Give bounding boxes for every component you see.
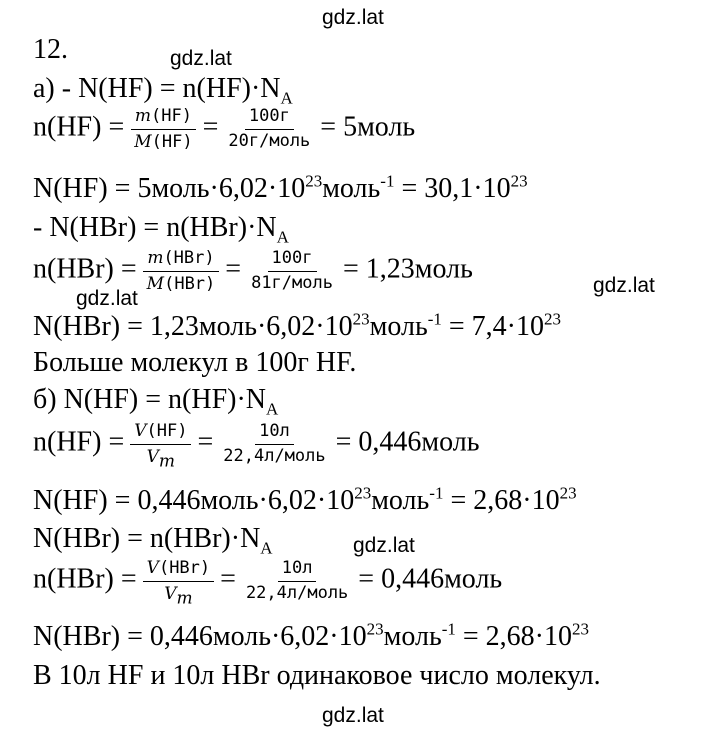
fraction-denominator: 20г/моль: [228, 130, 311, 151]
formula-text: моль: [369, 311, 428, 342]
argument: (HF): [146, 421, 188, 441]
equals: =: [202, 111, 219, 143]
symbol: V: [146, 446, 159, 467]
fraction-denominator: 22,4л/моль: [245, 582, 349, 603]
fraction: [219, 422, 329, 466]
fraction-numerator: [131, 106, 196, 130]
part-a-hf-molecules: [33, 171, 528, 204]
part-b-hbr-heading: [33, 523, 273, 558]
argument: (HBr): [164, 273, 216, 294]
fraction-denominator: 81г/моль: [251, 272, 333, 293]
superscript: -1: [429, 483, 444, 503]
superscript: -1: [380, 171, 395, 191]
fraction-numerator: [143, 248, 218, 272]
equals: =: [225, 253, 242, 285]
formula-result: = 5моль: [320, 111, 416, 143]
symbol: M: [134, 131, 152, 152]
watermark: gdz.lat: [322, 704, 384, 727]
symbol: M: [146, 273, 165, 294]
watermark: gdz.lat: [353, 534, 415, 557]
part-b-hbr-molecules: [33, 619, 590, 652]
part-a-heading: [33, 73, 293, 108]
subscript: A: [266, 399, 279, 419]
equals: =: [197, 426, 214, 458]
superscript: 23: [305, 171, 323, 191]
part-b-heading: [33, 384, 279, 419]
part-b-conclusion: В 10л HF и 10л HBr одинаковое число молекул.: [33, 660, 601, 691]
formula-text: N(HF) = 5моль·6,02·10: [33, 173, 306, 204]
argument: (HF): [151, 131, 193, 152]
subscript: A: [276, 227, 289, 247]
superscript: 23: [510, 171, 528, 191]
watermark: gdz.lat: [322, 6, 384, 29]
argument: (HF): [151, 106, 192, 126]
fraction-numerator: [130, 421, 191, 445]
symbol: V: [134, 421, 147, 441]
formula-text: б) N(HF) = n(HF)·N: [33, 384, 267, 415]
formula-text: = 30,1·10: [394, 173, 511, 204]
superscript: 23: [544, 309, 562, 329]
fraction-numerator: [143, 558, 214, 582]
formula-left: n(HF) =: [33, 111, 125, 143]
subscript: A: [260, 538, 273, 558]
fraction: [143, 558, 214, 608]
fraction-numerator: 100г: [268, 249, 317, 272]
formula-text: а) - N(HF) = n(HF)·N: [33, 73, 281, 104]
superscript: 23: [352, 309, 370, 329]
fraction-numerator: 10л: [278, 559, 317, 582]
formula-result: = 1,23моль: [342, 253, 473, 285]
part-b-hf-molecules: [33, 483, 577, 516]
part-a-conclusion: Больше молекул в 100г HF.: [33, 347, 357, 378]
formula-text: = 2,68·10: [455, 621, 573, 652]
superscript: 23: [354, 483, 372, 503]
superscript: -1: [427, 309, 442, 329]
formula-result: = 0,446моль: [335, 426, 480, 458]
watermark: gdz.lat: [76, 287, 138, 310]
superscript: 23: [559, 483, 577, 503]
symbol: V: [164, 583, 177, 604]
formula-result: = 0,446моль: [358, 563, 503, 595]
argument: (HBr): [163, 248, 215, 268]
formula-text: моль: [371, 485, 430, 516]
fraction-denominator: [143, 272, 220, 295]
symbol: m: [147, 248, 164, 268]
fraction-numerator: 100г: [245, 107, 294, 130]
fraction: [242, 559, 352, 603]
formula-text: N(HBr) = n(HBr)·N: [33, 523, 261, 554]
fraction-denominator: [143, 445, 179, 471]
part-a-hbr-molecules: [33, 309, 562, 342]
watermark: gdz.lat: [593, 274, 655, 297]
part-b-hf-moles: [33, 421, 480, 471]
subscript: A: [280, 88, 293, 108]
fraction: [130, 106, 196, 152]
formula-left: n(HF) =: [33, 426, 125, 458]
part-a-hbr-moles: [33, 248, 473, 294]
fraction-denominator: [160, 582, 196, 608]
fraction: [224, 107, 314, 151]
part-a-hbr-heading: [33, 212, 289, 247]
formula-text: моль: [383, 621, 442, 652]
superscript: 23: [366, 619, 384, 639]
formula-text: = 7,4·10: [441, 311, 545, 342]
fraction: [143, 248, 220, 294]
formula-left: n(HBr) =: [33, 253, 137, 285]
formula-text: моль: [322, 173, 381, 204]
superscript: -1: [441, 619, 456, 639]
watermark: gdz.lat: [170, 47, 232, 70]
part-a-hf-moles: [33, 106, 415, 152]
equals: =: [220, 563, 236, 595]
formula-text: N(HBr) = 0,446моль·6,02·10: [33, 621, 367, 652]
subscript: m: [158, 450, 176, 471]
argument: (HBr): [158, 558, 211, 578]
symbol: V: [146, 558, 159, 578]
fraction-numerator: 10л: [255, 422, 294, 445]
superscript: 23: [572, 619, 590, 639]
formula-text: - N(HBr) = n(HBr)·N: [33, 212, 277, 243]
fraction: [247, 249, 337, 293]
fraction-denominator: 22,4л/моль: [223, 445, 326, 466]
fraction-denominator: [130, 130, 196, 153]
task-number: 12.: [33, 34, 68, 65]
formula-text: N(HBr) = 1,23моль·6,02·10: [33, 311, 353, 342]
formula-text: N(HF) = 0,446моль·6,02·10: [33, 485, 355, 516]
symbol: m: [134, 106, 151, 126]
formula-left: n(HBr) =: [33, 563, 137, 595]
fraction: [130, 421, 191, 471]
formula-text: = 2,68·10: [443, 485, 560, 516]
subscript: m: [176, 587, 193, 608]
part-b-hbr-moles: [33, 558, 503, 608]
